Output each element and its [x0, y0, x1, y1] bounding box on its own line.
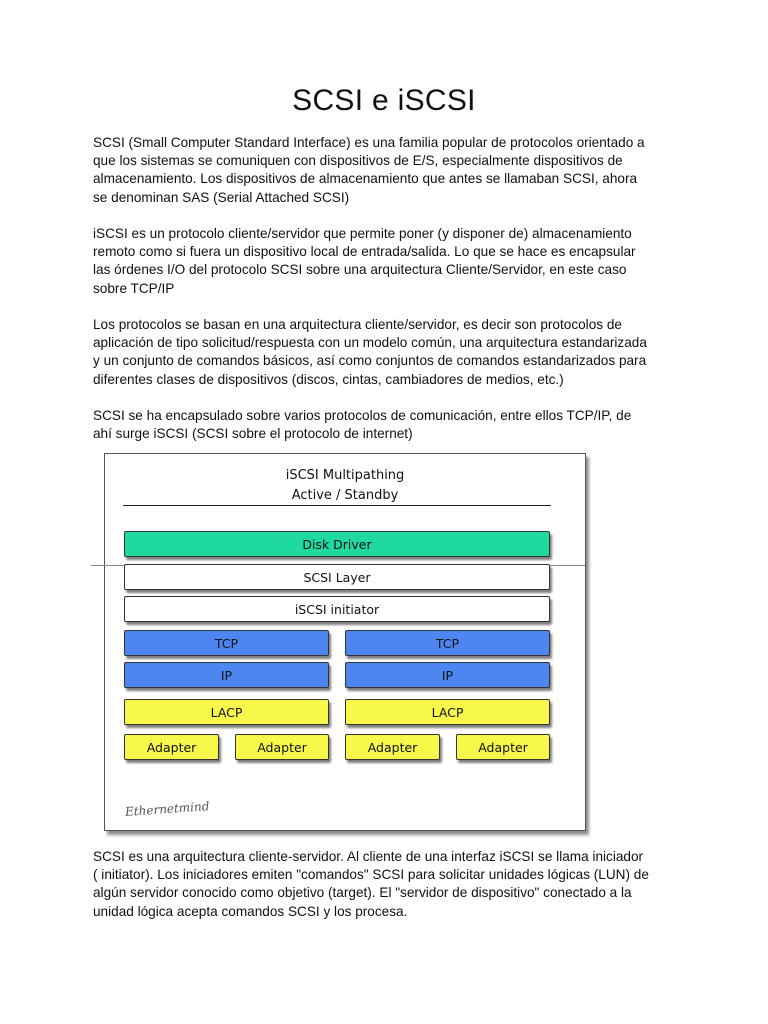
text-line: SCSI se ha encapsulado sobre varios protocolos de comunicación, entre ellos TCP/IP, de — [93, 408, 632, 423]
diagram-title — [105, 466, 585, 506]
text-line: iSCSI es un protocolo cliente/servidor que permite poner (y disponer de) almacenamiento — [93, 226, 632, 241]
title-divider — [123, 505, 551, 506]
text-line: almacenamiento. Los dispositivos de almacenamiento que antes se llamaban SCSI, ahora — [93, 171, 638, 187]
iscsi-initiator-layer: iSCSI initiator — [124, 596, 550, 622]
paragraph-iscsi-definition — [93, 225, 683, 298]
text-line: unidad lógica acepta comandos SCSI y los procesa. — [93, 903, 408, 919]
tcp-layer-left: TCP — [124, 630, 329, 656]
text-line: aplicación de tipo solicitud/respuesta con un modelo común, una arquitectura estandarizada — [93, 335, 647, 351]
text-line: sobre TCP/IP — [93, 280, 175, 296]
text-line: algún servidor conocido como objetivo (target). El "servidor de dispositivo" conectado a la — [93, 885, 632, 901]
tcp-layer-right: TCP — [345, 630, 550, 656]
disk-driver-layer: Disk Driver — [124, 531, 550, 557]
lacp-layer-left: LACP — [124, 699, 329, 725]
paragraph-initiator-target — [93, 848, 683, 921]
diagram-subtitle-line: Active / Standby — [291, 488, 399, 503]
text-line: que los sistemas se comuniquen con dispositivos de E/S, especialmente dispositivos de — [93, 153, 623, 169]
text-line: diferentes clases de dispositivos (discos, cintas, cambiadores de medios, etc.) — [93, 371, 564, 387]
adapter-block-4: Adapter — [456, 734, 550, 760]
ip-layer-right: IP — [345, 662, 550, 688]
text-line: y un conjunto de comandos básicos, así como conjuntos de comandos estandarizados para — [93, 353, 647, 369]
lacp-layer-right: LACP — [345, 699, 550, 725]
text-line: remoto como si fuera un dispositivo local de entrada/salida. Lo que se hace es encapsular — [93, 244, 636, 260]
text-line: SCSI (Small Computer Standard Interface) es una familia popular de protocolos orientado a — [93, 135, 645, 150]
paragraph-scsi-definition — [93, 134, 683, 207]
diagram-title-line: iSCSI Multipathing — [285, 468, 405, 483]
author-signature: Ethernetmind — [124, 799, 210, 819]
adapter-block-1: Adapter — [124, 734, 219, 760]
text-line: las órdenes I/O del protocolo SCSI sobre una arquitectura Cliente/Servidor, en este caso — [93, 262, 627, 278]
paragraph-encapsulation — [93, 407, 683, 443]
adapter-block-2: Adapter — [235, 734, 329, 760]
scsi-layer: SCSI Layer — [124, 564, 550, 590]
paragraph-protocol-architecture — [93, 316, 683, 389]
text-line: ahí surge iSCSI (SCSI sobre el protocolo de internet) — [93, 426, 413, 442]
adapter-block-3: Adapter — [345, 734, 440, 760]
text-line: ( initiator). Los iniciadores emiten "comandos" SCSI para solicitar unidades lógicas (LUN) de — [93, 867, 649, 883]
ip-layer-left: IP — [124, 662, 329, 688]
page-title: SCSI e iSCSI — [292, 84, 476, 117]
text-line: Los protocolos se basan en una arquitectura cliente/servidor, es decir son protocolos de — [93, 317, 622, 332]
text-line: se denominan SAS (Serial Attached SCSI) — [93, 189, 350, 205]
iscsi-multipathing-diagram — [104, 453, 586, 831]
text-line: SCSI es una arquitectura cliente-servidor. Al cliente de una interfaz iSCSI se llama iniciador — [93, 849, 644, 864]
